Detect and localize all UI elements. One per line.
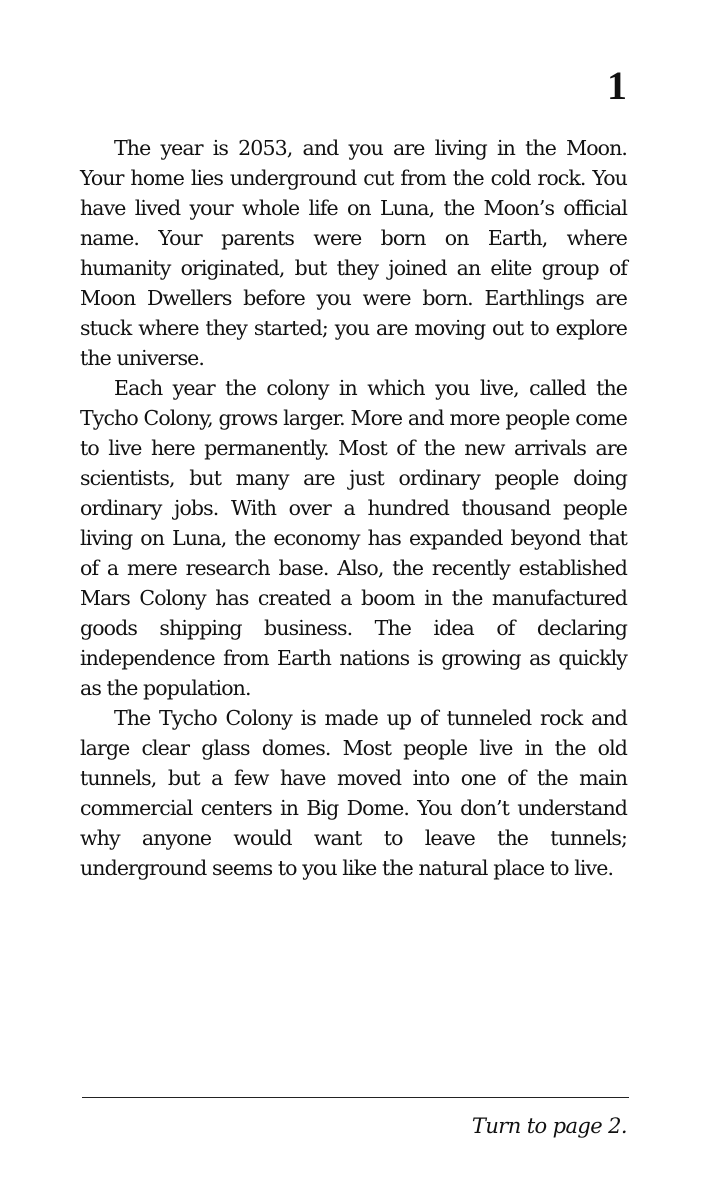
turn-to-page-instruction: Turn to page 2. — [471, 1114, 627, 1138]
footer-divider — [82, 1097, 629, 1098]
paragraph-2: Each year the colony in which you live, called the Tycho Colony, grows larger. More and more people come to live here permanently. Most of the new arrivals are scientists, but many are just ordinary people doing ordinary jobs. With over a hundred thousand people living on Luna, the economy has expanded beyond that of a mere research base. Also, the recently established Mars Colony has created a boom in the manufactured goods shipping business. The idea of declaring independence from Earth nations is growing as quickly as the population. — [80, 376, 627, 700]
paragraph-3: The Tycho Colony is made up of tunneled rock and large clear glass domes. Most people live in the old tunnels, but a few have moved into one of the main commercial centers in Big Dome. You don’t understand why anyone would want to leave the tunnels; underground seems to you like the natural place to live. — [80, 706, 627, 880]
paragraph-1: The year is 2053, and you are living in the Moon. Your home lies underground cut from the cold rock. You have lived your whole life on Luna, the Moon’s official name. Your parents were born on Earth, where humanity originated, but they joined an elite group of Moon Dwellers before you were born. Earthlings are stuck where they started; you are moving out to explore the universe. — [80, 136, 627, 370]
page-number: 1 — [607, 63, 627, 108]
story-text — [80, 133, 627, 883]
